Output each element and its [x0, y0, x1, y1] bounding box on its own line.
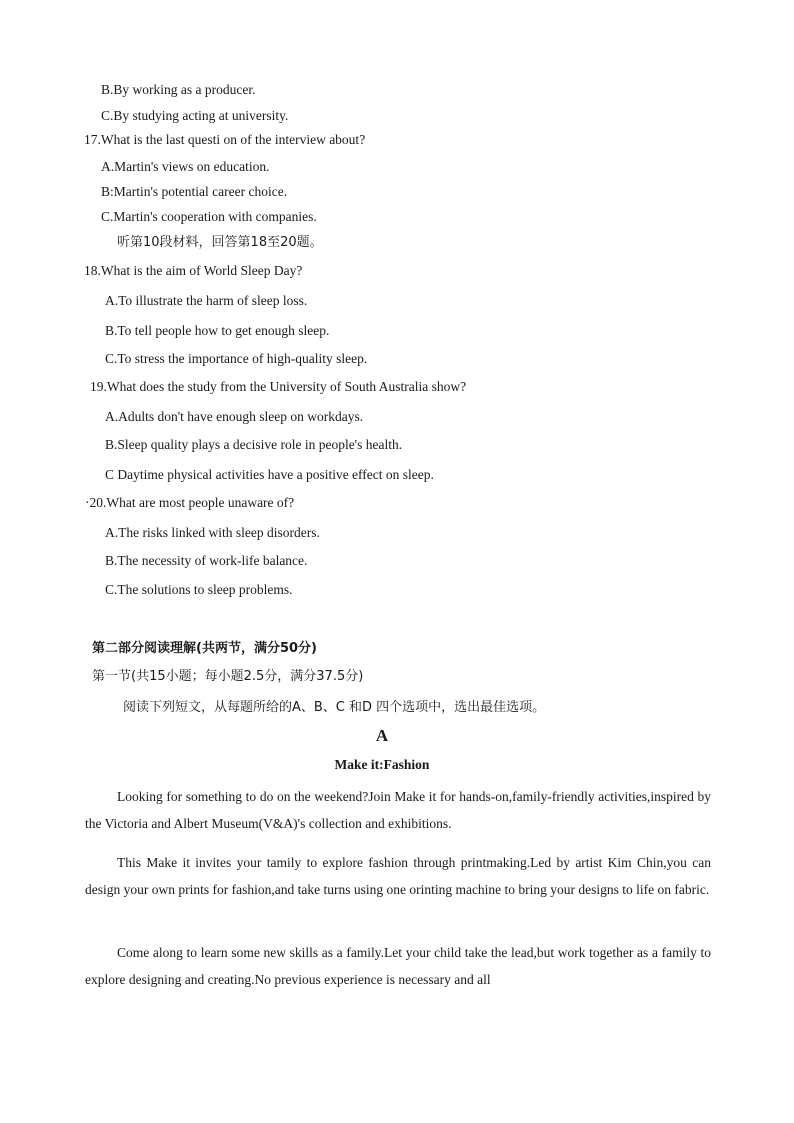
q20-question: ·20.What are most people unaware of? [85, 495, 295, 510]
reading-part-title: 第二部分阅读理解(共两节，满分50分) [92, 641, 317, 656]
passage-paragraph-1: Looking for something to do on the weekend?Join Make it for hands-on,family-friendly activities,inspired by the Victoria and Albert Museum(V&A)'s collection and exhibitions. [85, 789, 711, 831]
reading-instruction: 阅读下列短文，从每题所给的A、B、C 和D 四个选项中，选出最佳选项。 [123, 700, 546, 715]
q19-question: 19.What does the study from the University of South Australia show? [90, 379, 467, 394]
passage-letter: A [375, 726, 389, 745]
q17-question: 17.What is the last questi on of the interview about? [84, 132, 366, 147]
q18-option-c: C.To stress the importance of high-quality sleep. [105, 351, 368, 366]
passage-title: Make it:Fashion [334, 757, 430, 772]
q17-option-c: C.Martin's cooperation with companies. [101, 209, 317, 224]
q16-option-c: C.By studying acting at university. [101, 108, 289, 123]
q17-option-b: B:Martin's potential career choice. [101, 184, 288, 199]
reading-section1-title: 第一节(共15小题；每小题2.5分，满分37.5分) [92, 669, 364, 684]
q18-option-a: A.To illustrate the harm of sleep loss. [105, 293, 308, 308]
q19-option-a: A.Adults don't have enough sleep on workdays. [105, 409, 364, 424]
q20-option-c: C.The solutions to sleep problems. [105, 582, 293, 597]
q20-option-a: A.The risks linked with sleep disorders. [105, 525, 320, 540]
q16-option-b: B.By working as a producer. [101, 82, 256, 97]
q18-question: 18.What is the aim of World Sleep Day? [84, 263, 303, 278]
q20-option-b: B.The necessity of work-life balance. [105, 553, 308, 568]
q19-option-b: B.Sleep quality plays a decisive role in people's health. [105, 437, 403, 452]
q18-option-b: B.To tell people how to get enough sleep. [105, 323, 330, 338]
passage-paragraph-2: This Make it invites your tamily to explore fashion through printmaking.Led by artist Kim Chin,you can design your own prints for fashion,and take turns using one orinting machine to bring your designs to life on fabric. [85, 855, 711, 897]
section10-instruction: 听第10段材料，回答第18至20题。 [117, 235, 323, 250]
q17-option-a: A.Martin's views on education. [101, 159, 270, 174]
passage-paragraph-3: Come along to learn some new skills as a family.Let your child take the lead,but work together as a family to explore designing and creating.No previous experience is necessary and all [85, 945, 711, 987]
q19-option-c: C Daytime physical activities have a positive effect on sleep. [105, 467, 434, 482]
